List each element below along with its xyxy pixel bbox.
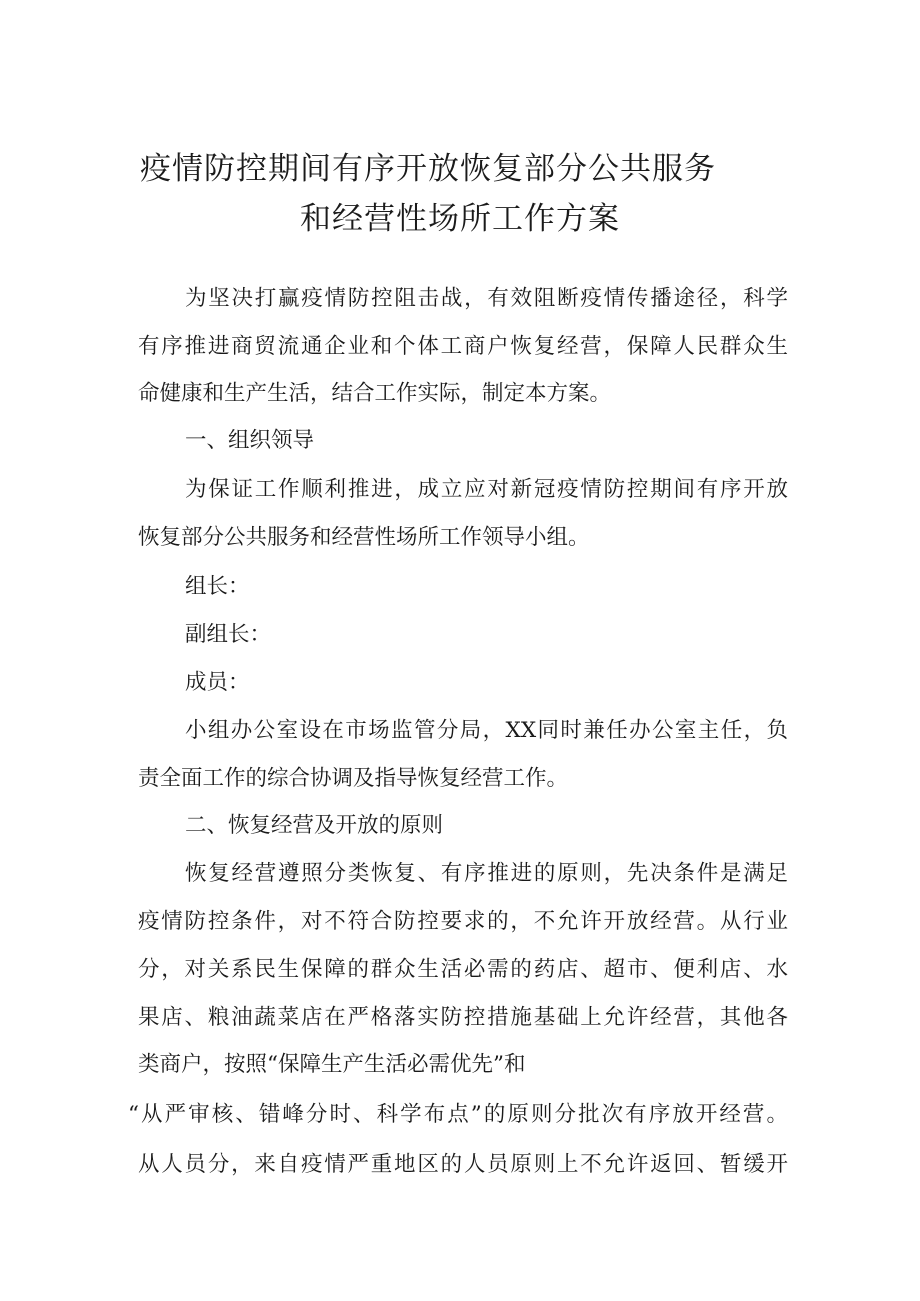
section-1-para-1-line-2: 恢复部分公共服务和经营性场所工作领导小组。 xyxy=(138,525,590,550)
leader-label: 组长： xyxy=(185,574,250,599)
document-title-line-1: 疫情防控期间有序开放恢复部分公共服务 xyxy=(140,151,716,187)
section-2-para-1-line-4: 果店、粮油蔬菜店在严格落实防控措施基础上允许经营，其他各 xyxy=(138,1005,788,1030)
section-2-para-1-line-5: 类商户，按照“保障生产生活必需优先”和 xyxy=(138,1052,526,1077)
section-1-para-2-line-1: 小组办公室设在市场监管分局，XX同时兼任办公室主任，负 xyxy=(185,718,788,743)
deputy-leader-label: 副组长： xyxy=(185,622,272,647)
intro-line-1: 为坚决打赢疫情防控阻击战，有效阻断疫情传播途径，科学 xyxy=(185,286,788,311)
section-2-heading: 二、恢复经营及开放的原则 xyxy=(185,813,444,838)
section-2-para-1-line-2: 疫情防控条件，对不符合防控要求的，不允许开放经营。从行业 xyxy=(138,909,788,934)
section-1-para-2-line-2: 责全面工作的综合协调及指导恢复经营工作。 xyxy=(138,766,569,791)
intro-line-3: 命健康和生产生活，结合工作实际，制定本方案。 xyxy=(138,381,612,406)
members-label: 成员： xyxy=(185,670,250,695)
section-2-para-1-line-1: 恢复经营遵照分类恢复、有序推进的原则，先决条件是满足 xyxy=(185,861,788,886)
section-2-para-1-line-3: 分，对关系民生保障的群众生活必需的药店、超市、便利店、水 xyxy=(138,957,788,982)
section-1-para-1-line-1: 为保证工作顺利推进，成立应对新冠疫情防控期间有序开放 xyxy=(185,477,788,502)
document-title-line-2: 和经营性场所工作方案 xyxy=(300,201,620,237)
section-2-para-2-line-1: “从严审核、错峰分时、科学布点”的原则分批次有序放开经营。 xyxy=(128,1102,788,1127)
section-1-heading: 一、组织领导 xyxy=(185,428,315,453)
intro-line-2: 有序推进商贸流通企业和个体工商户恢复经营，保障人民群众生 xyxy=(138,334,788,359)
section-2-para-2-line-2: 从人员分，来自疫情严重地区的人员原则上不允许返回、暂缓开 xyxy=(138,1152,788,1177)
